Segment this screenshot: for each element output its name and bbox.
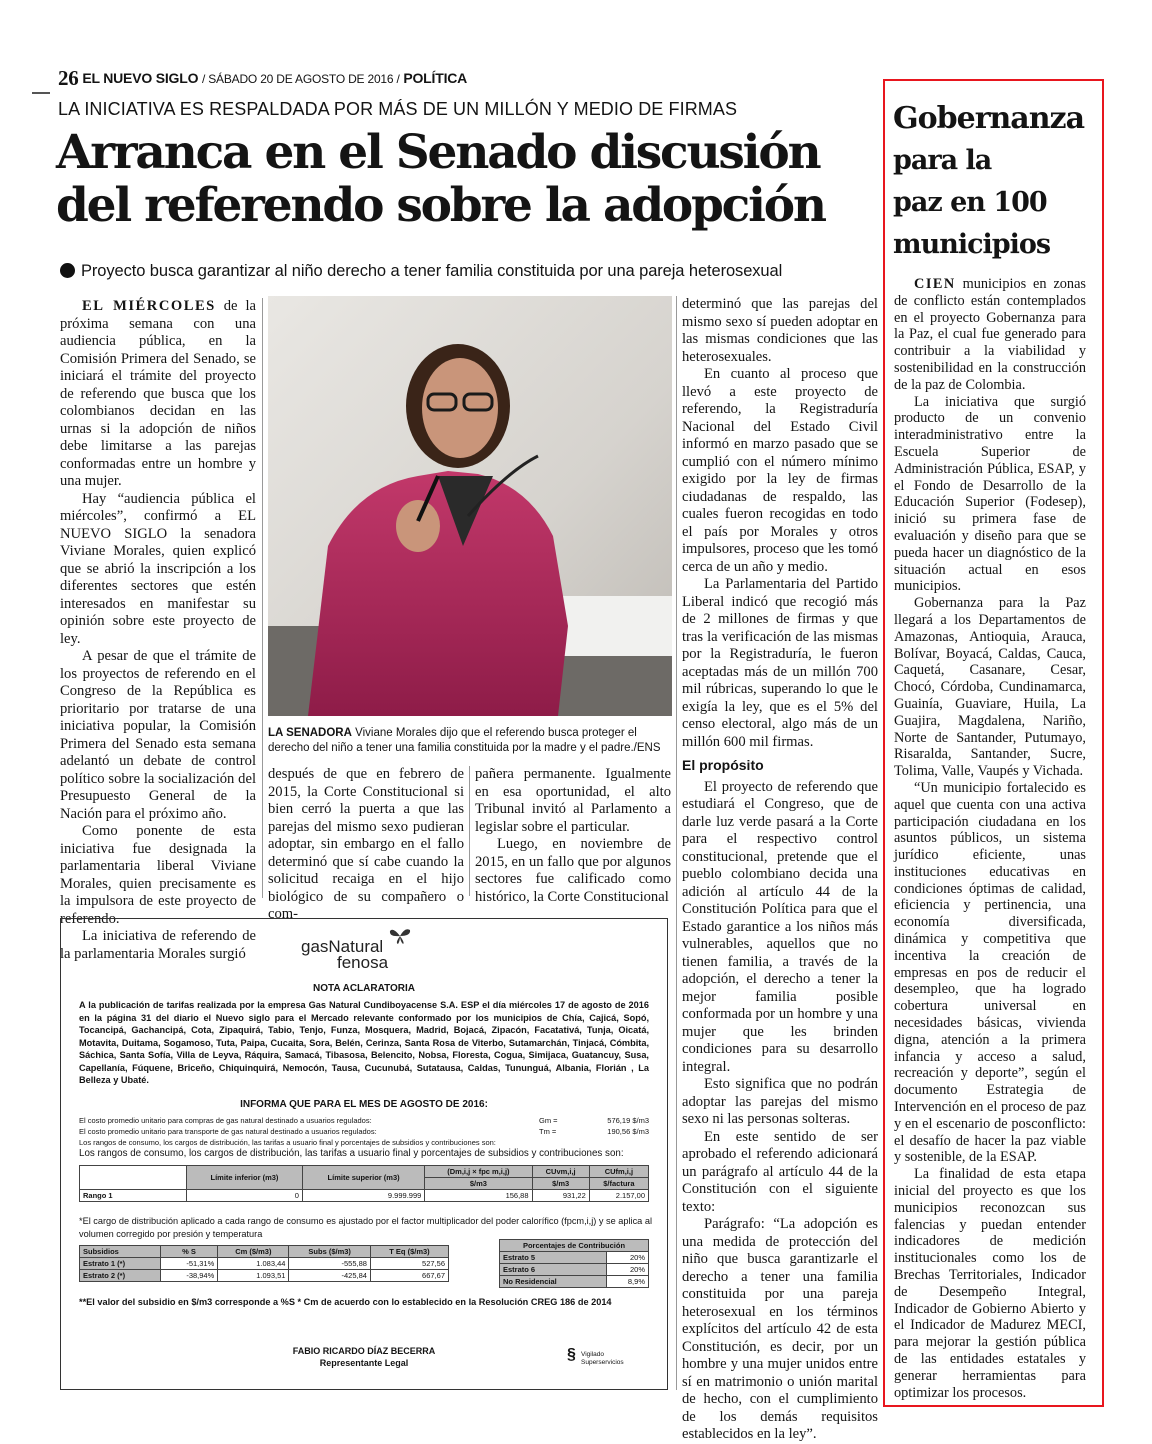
logo-line-1: gasNatural: [301, 937, 384, 956]
table-header: T Eq ($/m3): [370, 1246, 448, 1258]
paragraph: después de que en febrero de 2015, la Corte Constitucional si bien cerró la puerta a que las parejas del mismo sexo pudieran adoptar, sin embargo en el fallo determinó que sí cabe cuando la solicitud recaiga en el hijo biológico de su compañero o com-: [268, 766, 464, 922]
table-header: Límite superior (m3): [302, 1166, 424, 1190]
cost-label: Los rangos de consumo, los cargos de distribución, las tarifas a usuario final y porcentajes de subsidios y contribuciones son:: [79, 1138, 496, 1147]
paragraph: En cuanto al proceso que llevó a este proyecto de referendo, la Registraduría Nacional del Estado Civil informó en marzo pasado que se cumplió con el número mínimo exigido por la ley de firmas ciudadanas de respaldo, las cuales fueron recogidas en todo el país por Morales y otros impulsores, proceso que les tomó cerca de un año y medio.: [682, 366, 878, 575]
contribution-table: [499, 1239, 649, 1288]
table-unit: $/m3: [532, 1178, 589, 1190]
photo-caption: [268, 726, 672, 756]
superservicios-text: Superservicios: [581, 1359, 624, 1366]
article-column-1: [60, 298, 256, 963]
table-row: [80, 1190, 649, 1202]
table-cell: Estrato 5: [500, 1252, 607, 1264]
paragraph: de la próxima semana con una audiencia pública, en la Comisión Primera del Senado, se iniciará el trámite del proyecto de referendo que busca que los colombianos decidan en las urnas si la adopción de niños debe limitarse a las parejas conformadas entre un hombre y una mujer.: [60, 298, 256, 489]
signer-role: Representante Legal: [319, 1358, 409, 1368]
cost-lines: [79, 1115, 649, 1148]
headline-line-2: del referendo sobre la adopción: [56, 178, 825, 233]
sidebar-title-line: Gobernanza: [893, 101, 1085, 136]
column-rule: [262, 298, 263, 898]
table-header: Subsidios: [80, 1246, 161, 1258]
lead-in: EL MIÉRCOLES: [82, 298, 216, 314]
sidebar-title-line: paz en 100: [893, 187, 1047, 218]
sidebar-title-line: municipios: [893, 229, 1051, 260]
cost-symbol: Tm =: [539, 1127, 557, 1136]
paragraph: Esto significa que no podrán adoptar las parejas del mismo sexo ni las personas solteras.: [682, 1076, 878, 1127]
table-cell: 9.999.999: [302, 1190, 424, 1202]
cost-symbol: Gm =: [539, 1116, 558, 1125]
logo-line-2: fenosa: [337, 953, 389, 972]
gas-natural-logo: [301, 939, 388, 971]
bullet-icon: [60, 263, 75, 278]
table-cell: 527,56: [370, 1258, 448, 1270]
gas-natural-notice: [60, 918, 668, 1390]
column-rule: [469, 766, 470, 896]
paragraph: La iniciativa de referendo de la parlamentaria Morales surgió: [60, 928, 256, 962]
lead-in: CIEN: [914, 276, 956, 292]
paragraph: La finalidad de esta etapa inicial del proyecto es que los municipios reconozcan sus falencias y puedan entender indicadores de medición institucionales como los de Brechas Territoriales, Indicador de Desempeño Integral, Indicador de Gobierno Abierto y el Indicador de Madurez MECI, para mejorar la gestión pública de las entidades estatales y generar herramientas para optimizar los procesos.: [894, 1166, 1086, 1401]
table-cell: 20%: [606, 1264, 648, 1276]
table-header: CUfm,i,j: [589, 1166, 648, 1178]
table-header: Subs ($/m3): [289, 1246, 370, 1258]
subsidy-table: [79, 1245, 449, 1282]
dek: [60, 262, 880, 281]
table-cell: [80, 1166, 187, 1190]
table-header: Límite inferior (m3): [187, 1166, 303, 1190]
paragraph: determinó que las parejas del mismo sexo sí pueden adoptar en las mismas condiciones que las heterosexuales.: [682, 296, 878, 365]
inform-title: INFORMA QUE PARA EL MES DE AGOSTO DE 2016:: [240, 1099, 488, 1110]
table-header: Porcentajes de Contribución: [500, 1240, 649, 1252]
paragraph: Hay “audiencia pública el miércoles”, confirmó a EL NUEVO SIGLO la senadora Viviane Morales, quien explicó que se abrió la inscripción a los diferentes sectores que estén interesados en manifestar su opinión sobre este proyecto de ley.: [60, 490, 256, 647]
paragraph: La Parlamentaria del Partido Liberal indicó que recogió más de 2 millones de firmas y que tras la verificación de las mismas por la Registraduría, le fueron aceptadas más de un millón 700 mil rúbricas, superando lo que le exigía la ley, que es el 5% del censo electoral, algo más de un millón 600 mil firmas.: [682, 576, 878, 750]
table-cell: Estrato 6: [500, 1264, 607, 1276]
notice-title: NOTA ACLARATORIA: [312, 983, 416, 994]
table-cell: 667,67: [370, 1270, 448, 1282]
table-cell: 20%: [606, 1252, 648, 1264]
photo-illustration: [268, 296, 672, 716]
sidebar-title-line: para la: [893, 145, 992, 176]
table-row: [80, 1258, 449, 1270]
cost-label: El costo promedio unitario para transporte de gas natural destinado a usuarios regulados:: [79, 1127, 377, 1136]
subhead: El propósito: [682, 757, 764, 773]
table-header: CUvm,i,j: [532, 1166, 589, 1178]
table-cell: -555,88: [289, 1258, 370, 1270]
table-cell: 931,22: [532, 1190, 589, 1202]
signer-name: FABIO RICARDO DÍAZ BECERRA: [292, 1346, 436, 1356]
paragraph: Luego, en noviembre de 2015, en un fallo que por algunos sectores fue calificado como histórico, la Corte Constitucional: [475, 836, 671, 905]
paragraph: “Un municipio fortalecido es aquel que cuenta con una activa participación ciudadana en los asuntos públicos, un sistema jurídico eficiente, unas instituciones educativas en condiciones óptimas de calidad, eficiencia y pertinencia, una economía diversificada, dinámica y competitiva que incentiva la creación de empresas en pos de reducir el desempleo, que ha logrado cobertura universal en necesidades básicas, vivienda digna, atención a la primera infancia y acceso a salud, recreación y deporte”, según el documento Estrategia de Intervención en el proceso de paz y en el escenario de posconflicto: el desafío de hacer la paz viable y sostenible, de la ESAP.: [894, 779, 1086, 1166]
table-cell: 156,88: [425, 1190, 532, 1202]
table-cell: 1.083,44: [218, 1258, 289, 1270]
sidebar-title: [893, 98, 1093, 266]
paragraph: Parágrafo: “La adopción es una medida de protección del niño que busca garantizarle el derecho a tener una familia constituida por una pareja heterosexual en los términos explícitos del artículo 42 de esta Constitución, es decir, por un hombre y una mujer unidos entre sí en matrimonio o unión marital de hecho, con el cumplimiento de los demás requisitos establecidos en la ley”.: [682, 1216, 878, 1442]
superservicios-mark: [567, 1346, 624, 1367]
page-header: [58, 66, 878, 88]
table-cell: No Residencial: [500, 1276, 607, 1288]
headline-line-1: Arranca en el Senado discusión: [56, 125, 820, 180]
table-cell: 0: [187, 1190, 303, 1202]
dek-text: Proyecto busca garantizar al niño derecho a tener familia constituida por una pareja heterosexual: [81, 262, 783, 280]
subsidy-footnote: **El valor del subsidio en $/m3 corresponde a %S * Cm de acuerdo con lo establecido en la Resolución CREG 186 de 2014: [79, 1297, 612, 1307]
section-name: POLÍTICA: [403, 70, 468, 86]
distribution-footnote: *El cargo de distribución aplicado a cada rango de consumo es ajustado por el factor multiplicador del poder calorífico (fpcm,i,j) y se aplica al volumen corregido por presión y temperatura: [79, 1216, 652, 1239]
table-unit: $/factura: [589, 1178, 648, 1190]
article-column-2a: [268, 766, 464, 924]
cost-line: [79, 1126, 649, 1137]
table-row: [500, 1276, 649, 1288]
table-cell: 2.157,00: [589, 1190, 648, 1202]
vigilado-text: Vigilado: [581, 1351, 605, 1358]
table-cell: 8,9%: [606, 1276, 648, 1288]
paragraph: Como ponente de esta iniciativa fue designada la parlamentaria liberal Viviane Morales, quien precisamente es la impulsora de este proyecto de referendo.: [60, 823, 256, 927]
table-row: [80, 1270, 449, 1282]
table-cell: -425,84: [289, 1270, 370, 1282]
paragraph: pañera permanente. Igualmente en esa oportunidad, el alto Tribunal invitó al Parlamento a legislar sobre el particular.: [475, 766, 671, 835]
table-unit: $/m3: [425, 1178, 532, 1190]
paragraph: A pesar de que el trámite de los proyectos de referendo en el Congreso de la República es prioritario por tratarse de una iniciativa popular, la Comisión Primera del Senado esta semana adelantó un debate de control político sobre la socialización del Presupuesto General de la Nación para el próximo año.: [60, 648, 256, 822]
table-header: % S: [160, 1246, 217, 1258]
tariff-table: [79, 1165, 649, 1202]
paper-name: EL NUEVO SIGLO: [82, 70, 199, 86]
article-column-3: [682, 296, 878, 1444]
senator-photo: [268, 296, 672, 716]
table-cell: 1.093,51: [218, 1270, 289, 1282]
paragraph: La iniciativa que surgió producto de un convenio interadministrativo entre la Escuela Superior de Administración Pública, ESAP, y el Fondo de Desarrollo de la Educación Superior (Fodesep), inició su primera fase de evaluación y diseño para que se pueda hacer un diagnóstico de la situación actual en esos municipios.: [894, 393, 1086, 595]
notice-body: A la publicación de tarifas realizada por la empresa Gas Natural Cundiboyacense S.A. ESP el día miércoles 17 de agosto de 2016 en la página 31 del diario el Nuevo siglo para el Mercado relevante conformado por los municipios de Chía, Cajicá, Sopó, Tocancipá, Gachancipá, Cota, Zipaquirá, Tabio, Tenjo, Funza, Mosquera, Madrid, Bojacá, Zipacón, Facatativá, Tunja, Oicatá, Motavita, Duitama, Sogamoso, Tuta, Paipa, Cucaita, Sora, Belén, Cerinza, Santa Rosa de Viterbo, Sutamarchán, Tinjacá, Cómbita, Sáchica, Santa Sofía, Villa de Leyva, Ráquira, Samacá, Tibasosa, Belencito, Nobsa, Floresta, Cogua, Simijaca, Guatancuy, Susa, Capellanía, Fúquene, Briceño, Chiquinquirá, Nemocón, Tausa, Cucunubá, Sutatausa, Caldas, Tununguá, Albania, Florián , La Belleza y Ubaté.: [79, 1000, 649, 1085]
margin-mark: [32, 92, 50, 94]
cost-label: El costo promedio unitario para compras de gas natural destinado a usuarios regulados:: [79, 1116, 372, 1125]
ranges-intro: Los rangos de consumo, los cargos de distribución, las tarifas a usuario final y porcentajes de subsidios y contribuciones son:: [79, 1148, 624, 1159]
table-cell: Rango 1: [80, 1190, 187, 1202]
paragraph: El proyecto de referendo que estudiará el Congreso, que de darle luz verde pasará a la Corte para el respectivo control constitucional, pretende que el pueblo colombiano decida una adición al artículo 44 de la Constitución Política para que el Estado garantice a los niños más vulnerables, aquellos que no tienen familia, a través de la adopción, el derecho a tener la mejor familia posible conformada por un hombre y una mujer que les brinden condiciones para su desarrollo integral.: [682, 778, 878, 1075]
column-rule: [676, 296, 677, 1390]
table-header: (Dm,i,j × fpc m,i,j): [425, 1166, 532, 1178]
kicker: LA INICIATIVA ES RESPALDADA POR MÁS DE UN MILLÓN Y MEDIO DE FIRMAS: [58, 99, 738, 119]
table-cell: -38,94%: [160, 1270, 217, 1282]
table-row: [500, 1264, 649, 1276]
butterfly-icon: [389, 927, 411, 945]
paragraph: Gobernanza para la Paz llegará a los Departamentos de Amazonas, Antioquia, Arauca, Bolívar, Boyacá, Caldas, Cauca, Caquetá, Casanare, Cesar, Chocó, Córdoba, Cundinamarca, Guainía, Guaviare, Huila, La Guajira, Magdalena, Nariño, Norte de Santander, Putumayo, Risaralda, Santander, Sucre, Tolima, Valle, Vaupés y Vichada.: [894, 595, 1086, 780]
cost-line: [79, 1137, 649, 1148]
signature-block: [61, 1345, 667, 1369]
paragraph: municipios en zonas de conflicto están contemplados en el proyecto Gobernanza para la Paz, el cual fue generado para contribuir a la viabilidad y sostenibilidad en la construcción de la paz de Colombia.: [894, 276, 1086, 393]
table-row: [500, 1252, 649, 1264]
caption-text: Viviane Morales dijo que el referendo busca proteger el derecho del niño a tener una familia constituida por la madre y el padre./ENS: [268, 727, 661, 754]
table-header: Cm ($/m3): [218, 1246, 289, 1258]
issue-date: / SÁBADO 20 DE AGOSTO DE 2016 /: [201, 72, 400, 86]
sidebar-column: [894, 276, 1086, 1401]
superservicios-icon: §: [567, 1346, 576, 1363]
cost-value: 576,19 $/m3: [607, 1116, 649, 1125]
headline: [56, 126, 882, 232]
cost-value: 190,56 $/m3: [607, 1127, 649, 1136]
table-cell: Estrato 2 (*): [80, 1270, 161, 1282]
table-cell: Estrato 1 (*): [80, 1258, 161, 1270]
paragraph: En este sentido de ser aprobado el referendo adicionará un parágrafo al artículo 44 de la Constitución con el siguiente texto:: [682, 1128, 878, 1215]
table-cell: -51,31%: [160, 1258, 217, 1270]
cost-line: [79, 1115, 649, 1126]
page-number: 26: [58, 66, 79, 90]
article-column-2b: [475, 766, 671, 906]
caption-label: LA SENADORA: [268, 727, 352, 739]
